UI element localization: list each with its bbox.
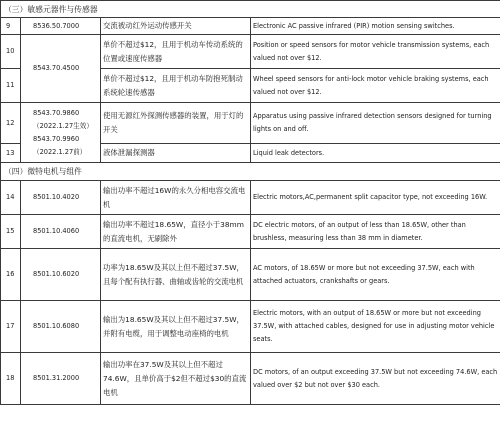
hts-code: [21, 103, 101, 163]
hts-code-note: （2022.1.27生效）: [33, 121, 93, 130]
row-number: 15: [1, 215, 21, 249]
description-cn: 使用无源红外探测传感器的装置，用于灯的开关: [101, 103, 251, 144]
hts-code: 8543.70.4500: [21, 35, 101, 103]
description-cn: 输出功率不超过16W的永久分相电容交流电机: [101, 181, 251, 215]
row-number: 12: [1, 103, 21, 144]
description-cn: 单价不超过$12，且用于机动车防抱死制动系统轮速传感器: [101, 69, 251, 103]
description-cn: 单价不超过$12，且用于机动车传动系统的位置或速度传感器: [101, 35, 251, 69]
section-title: （四）微特电机与组件: [1, 163, 500, 181]
row-number: 11: [1, 69, 21, 103]
description-cn: 液体泄漏探测器: [101, 144, 251, 163]
description-en: Liquid leak detectors.: [251, 144, 500, 163]
description-en: Electronic AC passive infrared (PIR) motion sensing switches.: [251, 18, 500, 35]
description-en: DC motors, of an output exceeding 37.5W but not exceeding 74.6W, each valued over $2 but not over $30 each.: [251, 353, 500, 405]
row-number: 16: [1, 249, 21, 301]
section-header: [1, 163, 500, 181]
description-en: AC motors, of 18.65W or more but not exceeding 37.5W, each with attached actuators, crankshafts or gears.: [251, 249, 500, 301]
table-row: [1, 35, 500, 69]
hts-code: 8501.10.6080: [21, 301, 101, 353]
hts-code-line: 8543.70.9860: [33, 108, 80, 117]
table-row: [1, 249, 500, 301]
row-number: 18: [1, 353, 21, 405]
hts-code: 8501.10.4020: [21, 181, 101, 215]
hts-code-note: （2022.1.27前）: [33, 147, 87, 156]
description-en: Position or speed sensors for motor vehicle transmission systems, each valued not over $12.: [251, 35, 500, 69]
row-number: 14: [1, 181, 21, 215]
table-row: [1, 301, 500, 353]
description-cn: 输出功率不超过18.65W，直径小于38mm的直流电机，无刷除外: [101, 215, 251, 249]
description-cn: 交流被动红外运动传感开关: [101, 18, 251, 35]
table-row: [1, 181, 500, 215]
section-header: [1, 1, 500, 18]
description-en: Apparatus using passive infrared detection sensors designed for turning lights on and off.: [251, 103, 500, 144]
table-row: [1, 353, 500, 405]
description-cn: 输出为18.65W及其以上但不超过37.5W，并附有电缆，用于调整电动座椅的电机: [101, 301, 251, 353]
table-row: [1, 215, 500, 249]
description-cn: 输出功率在37.5W及其以上但不超过74.6W，且单价高于$2但不超过$30的直流电机: [101, 353, 251, 405]
section-title: （三）敏感元器件与传感器: [1, 1, 500, 18]
hts-code-line: 8543.70.9960: [33, 134, 80, 143]
row-number: 9: [1, 18, 21, 35]
description-cn: 功率为18.65W及其以上但不超过37.5W，且每个配有执行器、曲轴或齿轮的交流电机: [101, 249, 251, 301]
description-en: Wheel speed sensors for anti-lock motor vehicle braking systems, each valued not over $12.: [251, 69, 500, 103]
description-en: Electric motors,AC,permanent split capacitor type, not exceeding 16W.: [251, 181, 500, 215]
hts-code: 8501.10.4060: [21, 215, 101, 249]
description-en: Electric motors, with an output of 18.65W or more but not exceeding 37.5W, with attached cables, designed for use in adjusting motor vehicle seats.: [251, 301, 500, 353]
hts-code: 8501.31.2000: [21, 353, 101, 405]
description-en: DC electric motors, of an output of less than 18.65W, other than brushless, measuring less than 38 mm in diameter.: [251, 215, 500, 249]
table-row: [1, 18, 500, 35]
row-number: 13: [1, 144, 21, 163]
hts-code: 8501.10.6020: [21, 249, 101, 301]
hts-code: 8536.50.7000: [21, 18, 101, 35]
row-number: 17: [1, 301, 21, 353]
table-row: [1, 103, 500, 144]
row-number: 10: [1, 35, 21, 69]
